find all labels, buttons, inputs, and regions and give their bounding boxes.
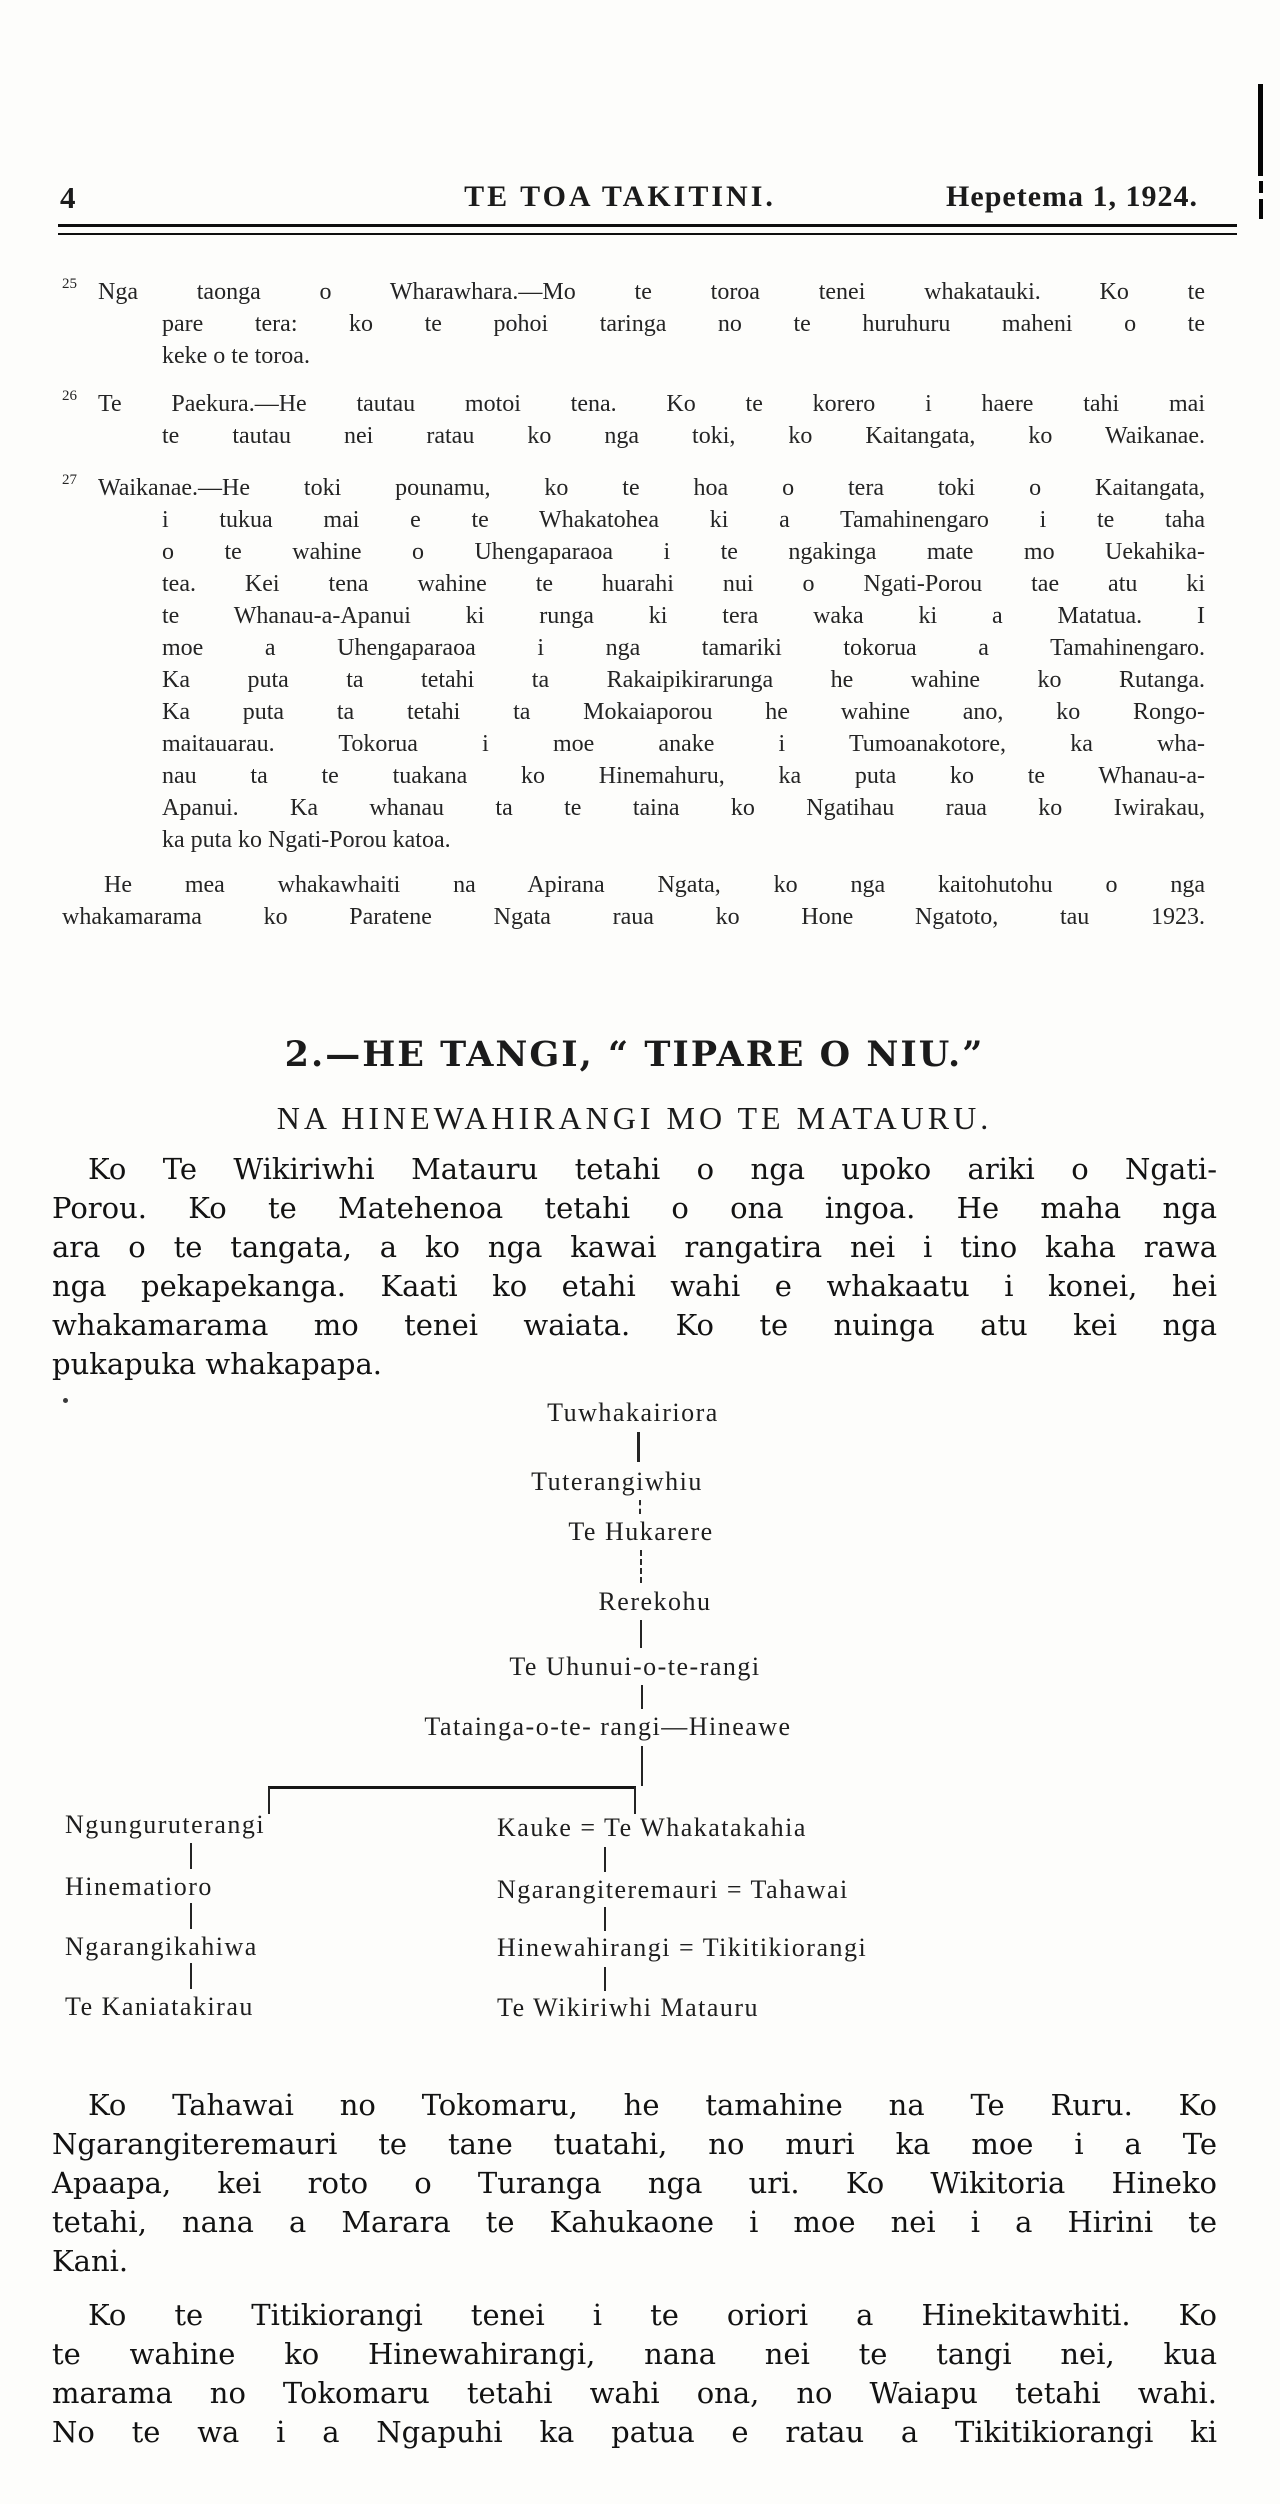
intro-paragraph: Ko Te Wikiriwhi Matauru tetahi o nga upoko ariki o Ngati- Porou. Ko te Matehenoa tetahi o ona ingoa. He maha nga ara o te tangata, a ko nga kawai rangatira nei i tino kaha rawa nga pekapekanga. Kaati ko etahi wahi e whakaatu i konei, hei whakamarama mo tenei waiata. Ko te nuinga atu kei nga pukapuka whakapapa. xyxy=(52,1152,1217,1381)
scan-edge-artifact xyxy=(1258,84,1263,176)
ancestor-name: Te Hukarere xyxy=(568,1517,714,1546)
note-paragraph-25 xyxy=(62,276,1205,372)
ancestor-name: Te Uhunui-o-te-rangi xyxy=(509,1652,761,1681)
note-text: Waikanae.—He toki pounamu, ko te hoa o tera toki o Kaitangata, i tukua mai e te Whakatohea ki a Tamahinengaro i te taha o te wahine o Uhengaparaoa i te ngakinga mate mo Uekahika- tea. Kei tena wahine te huarahi nui o Ngati-Porou tae atu ki te Whanau-a-Apanui ki runga ki tera waka ki a Matatua. I moe a Uhengaparaoa i nga tamariki tokorua a Tamahinengaro. Ka puta ta tetahi ta Rakaipikirarunga he wahine ko Rutanga. Ka puta ta tetahi ta Mokaiaporou he wahine ano, ko Rongo- maitauarau. Tokorua i moe anake i Tumoanakotore, ka wha- nau ta te tuakana ko Hinemahuru, ka puta ko te Whanau-a- Apanui. Ka whanau ta te taina ko Ngatihau raua ko Iwirakau, ka puta ko Ngati-Porou katoa. xyxy=(98,475,1205,853)
ancestor-name: Te Kaniatakirau xyxy=(65,1992,254,2021)
ancestor-name: Rerekohu xyxy=(598,1587,712,1616)
section-subheading: NA HINEWAHIRANGI MO TE MATAURU. xyxy=(276,1100,993,1136)
ancestor-name: Ngarangikahiwa xyxy=(65,1932,258,1961)
journal-title: TE TOA TAKITINI. xyxy=(464,180,776,213)
ancestor-name: Tatainga-o-te- rangi—Hineawe xyxy=(424,1712,792,1741)
branch-line xyxy=(268,1786,636,1789)
branch-tick-right xyxy=(634,1787,636,1814)
descent-line xyxy=(604,1907,606,1931)
couple-name: Hinewahirangi = Tikitikiorangi xyxy=(497,1933,868,1962)
note-paragraph-26 xyxy=(62,388,1205,452)
body-paragraph: Ko Tahawai no Tokomaru, he tamahine na Te Ruru. Ko Ngarangiteremauri te tane tuatahi, no muri ka moe i a Te Apaapa, kei roto o Turanga nga uri. Ko Wikitoria Hineko tetahi, nana a Marara te Kahukaone i moe nei i a Hirini te Kani. xyxy=(52,2088,1217,2278)
issue-date: Hepetema 1, 1924. xyxy=(946,180,1198,213)
scan-edge-artifact xyxy=(1259,181,1263,193)
body-paragraph: Ko te Titikiorangi tenei i te oriori a Hinekitawhiti. Ko te wahine ko Hinewahirangi, nana nei te tangi nei, kua marama no Tokomaru tetahi wahi ona, no Waiapu tetahi wahi. No te wa i a Ngapuhi ka patua e ratau a Tikitikiorangi ki xyxy=(52,2298,1217,2449)
section-heading: 2.—HE TANGI, “ TIPARE O NIU.” xyxy=(284,1034,985,1075)
ancestor-name: Tuwhakairiora xyxy=(547,1398,719,1427)
note-text: Te Paekura.—He tautau motoi tena. Ko te korero i haere tahi mai te tautau nei ratau ko nga toki, ko Kaitangata, ko Waikanae. xyxy=(98,391,1205,449)
ancestor-name: Ngunguruterangi xyxy=(65,1810,266,1839)
header-rule-bottom xyxy=(58,233,1237,235)
header-rule-top xyxy=(58,224,1237,227)
descent-line xyxy=(641,1746,643,1786)
descent-line xyxy=(639,1500,641,1514)
note-paragraph-27 xyxy=(62,472,1205,856)
descent-line xyxy=(641,1685,643,1709)
descent-line xyxy=(190,1903,192,1929)
note-text: Nga taonga o Wharawhara.—Mo te toroa tenei whakatauki. Ko te pare tera: ko te pohoi taringa no te huruhuru maheni o te keke o te toroa. xyxy=(98,279,1205,369)
descent-line xyxy=(637,1432,640,1462)
note-number: 25 xyxy=(62,276,77,292)
scan-edge-artifact xyxy=(1259,199,1263,219)
descent-line xyxy=(190,1843,192,1869)
descent-line xyxy=(604,1847,606,1872)
descent-line xyxy=(640,1620,642,1648)
ancestor-name: Tuterangiwhiu xyxy=(531,1467,703,1496)
page-number: 4 xyxy=(60,180,76,215)
descent-line xyxy=(190,1963,192,1989)
notes-section xyxy=(62,276,1205,856)
attribution-paragraph: He mea whakawhaiti na Apirana Ngata, ko nga kaitohutohu o nga whakamarama ko Paratene Ngata raua ko Hone Ngatoto, tau 1923. xyxy=(62,872,1205,930)
couple-name: Ngarangiteremauri = Tahawai xyxy=(497,1875,849,1904)
branch-tick-left xyxy=(268,1787,270,1814)
note-number: 26 xyxy=(62,388,77,404)
couple-name: Kauke = Te Whakatakahia xyxy=(497,1813,807,1842)
ancestor-name: Hinematioro xyxy=(65,1872,213,1901)
scan-dot-artifact xyxy=(63,1398,68,1403)
note-number: 27 xyxy=(62,472,77,488)
ancestor-name: Te Wikiriwhi Matauru xyxy=(497,1993,760,2022)
descent-line xyxy=(604,1967,606,1991)
descent-line xyxy=(640,1550,642,1583)
